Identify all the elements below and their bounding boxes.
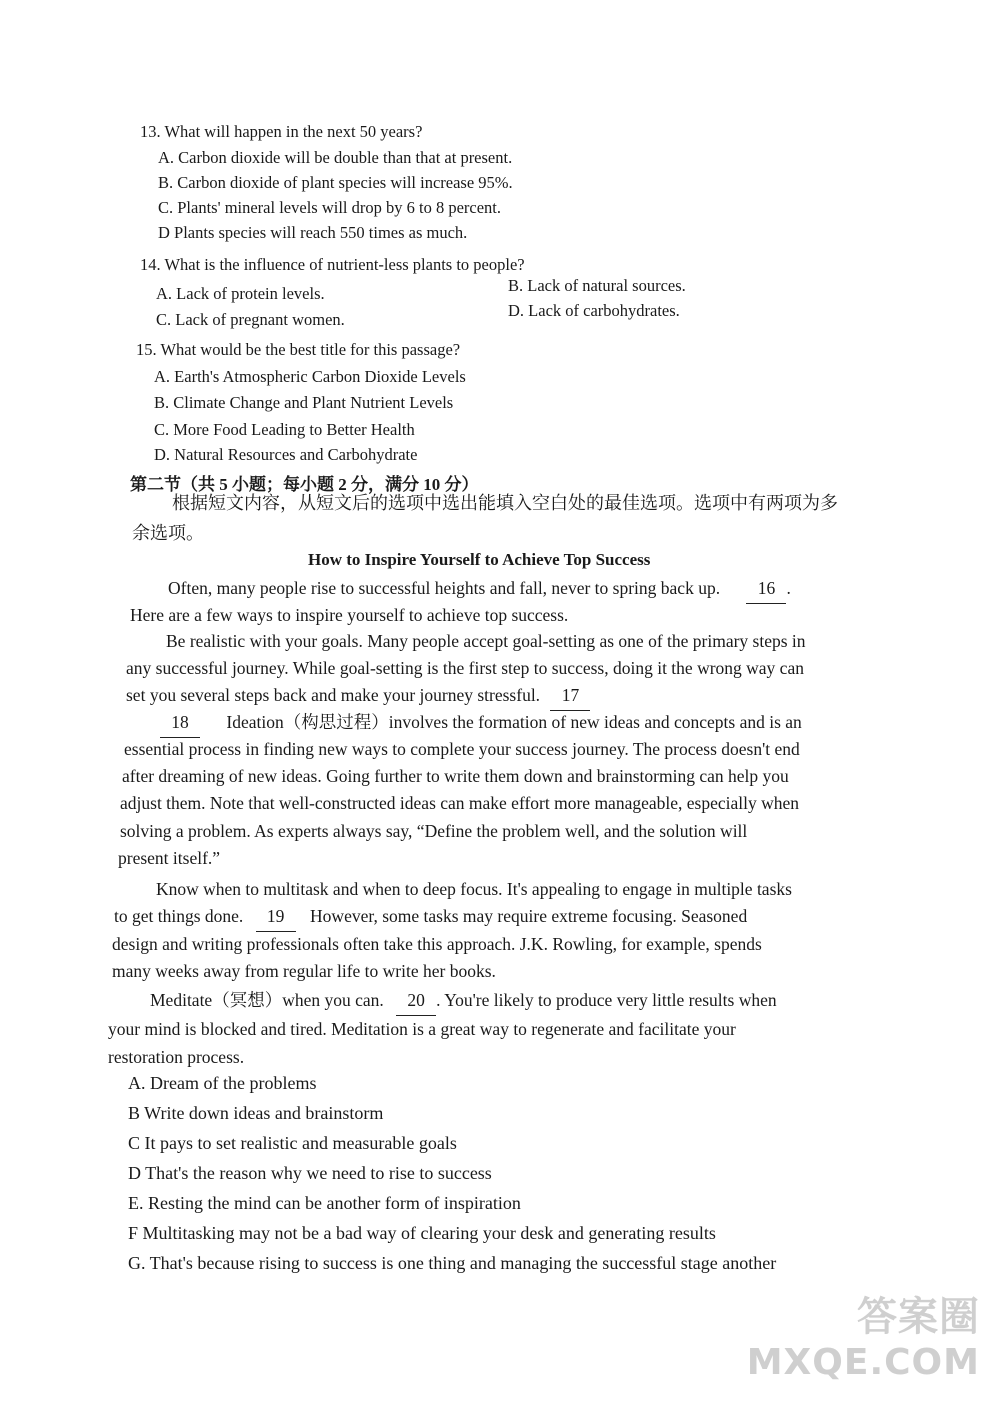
q13-stem: 13. What will happen in the next 50 years? — [140, 122, 423, 141]
choice-g: G. That's because rising to success is one thing and managing the successful stage another — [128, 1253, 777, 1273]
q15-option-c: C. More Food Leading to Better Health — [154, 420, 415, 439]
p5-line1-text-b: . You're likely to produce very little results when — [436, 990, 777, 1010]
section-instruction-line2: 余选项。 — [132, 523, 204, 543]
p3-line6: present itself.” — [118, 848, 221, 868]
p1-line2: Here are a few ways to inspire yourself to achieve top success. — [130, 605, 569, 625]
q14-option-b: B. Lack of natural sources. — [508, 276, 686, 295]
p3-line1-text: Ideation（构思过程）involves the formation of new ideas and concepts and is an — [226, 712, 802, 732]
p1-line1-text: Often, many people rise to successful heights and fall, never to spring back up. — [168, 578, 721, 598]
q13-option-b: B. Carbon dioxide of plant species will increase 95%. — [158, 173, 513, 192]
q13-option-c: C. Plants' mineral levels will drop by 6 to 8 percent. — [158, 198, 501, 217]
choice-d: D That's the reason why we need to rise to success — [128, 1163, 492, 1183]
blank-16[interactable]: 16 — [746, 575, 786, 604]
choice-e: E. Resting the mind can be another form of inspiration — [128, 1193, 521, 1213]
choice-b: B Write down ideas and brainstorm — [128, 1103, 384, 1123]
p2-line2: any successful journey. While goal-setting is the first step to success, doing it the wrong way can — [126, 658, 804, 678]
p5-line2: your mind is blocked and tired. Meditation is a great way to regenerate and facilitate your — [108, 1019, 736, 1039]
watermark-cn: 答案圈 — [857, 1294, 980, 1340]
watermark-logo — [747, 1285, 980, 1383]
section-instruction-line1: 根据短文内容，从短文后的选项中选出能填入空白处的最佳选项。选项中有两项为多 — [172, 493, 838, 513]
choice-f: F Multitasking may not be a bad way of clearing your desk and generating results — [128, 1223, 716, 1243]
p4-line2-text-a: to get things done. — [114, 906, 244, 926]
watermark-en: MXQE.COM — [746, 1342, 980, 1383]
q13-option-d: D Plants species will reach 550 times as much. — [158, 223, 468, 242]
p2-line3 — [126, 682, 590, 711]
p3-line2: essential process in finding new ways to complete your success journey. The process doesn't end — [124, 739, 800, 759]
p4-line2 — [114, 903, 747, 932]
choice-a: A. Dream of the problems — [128, 1073, 317, 1093]
p2-line3-text: set you several steps back and make your journey stressful. — [126, 685, 541, 705]
q14-option-a: A. Lack of protein levels. — [156, 284, 325, 303]
blank-20[interactable]: 20 — [396, 987, 436, 1016]
choice-c: C It pays to set realistic and measurable goals — [128, 1133, 457, 1153]
blank-18[interactable]: 18 — [160, 709, 200, 738]
p1-line1: Often, many people rise to successful heights and fall, never to spring back up. 16 . — [168, 575, 791, 604]
q14-option-c: C. Lack of pregnant women. — [156, 310, 345, 329]
blank-17[interactable]: 17 — [550, 682, 590, 711]
passage-title: How to Inspire Yourself to Achieve Top Success — [308, 550, 651, 569]
p5-line3: restoration process. — [108, 1047, 245, 1067]
q14-stem: 14. What is the influence of nutrient-less plants to people? — [140, 255, 525, 274]
q15-stem: 15. What would be the best title for this passage? — [136, 340, 461, 359]
q15-option-b: B. Climate Change and Plant Nutrient Levels — [154, 393, 454, 412]
q14-option-d: D. Lack of carbohydrates. — [508, 301, 680, 320]
q13-option-a: A. Carbon dioxide will be double than that at present. — [158, 148, 513, 167]
p2-line1: Be realistic with your goals. Many people accept goal-setting as one of the primary steps in — [166, 631, 806, 651]
p4-line4: many weeks away from regular life to write her books. — [112, 961, 496, 981]
q15-option-a: A. Earth's Atmospheric Carbon Dioxide Levels — [154, 367, 466, 386]
blank-19[interactable]: 19 — [256, 903, 296, 932]
p5-line1-text-a: Meditate（冥想）when you can. — [150, 990, 384, 1010]
p4-line1: Know when to multitask and when to deep focus. It's appealing to engage in multiple tasks — [156, 879, 792, 899]
p3-line5: solving a problem. As experts always say, “Define the problem well, and the solution will — [120, 821, 748, 841]
p4-line3: design and writing professionals often take this approach. J.K. Rowling, for example, spends — [112, 934, 762, 954]
p3-line4: adjust them. Note that well-constructed ideas can make effort more manageable, especially when — [120, 793, 799, 813]
p5-line1 — [150, 987, 777, 1016]
p3-line1 — [160, 709, 802, 738]
p4-line2-text-b: However, some tasks may require extreme focusing. Seasoned — [310, 906, 748, 926]
p3-line3: after dreaming of new ideas. Going further to write them down and brainstorming can help you — [122, 766, 789, 786]
section-heading: 第二节（共 5 小题；每小题 2 分，满分 10 分） — [130, 475, 479, 494]
q15-option-d: D. Natural Resources and Carbohydrate — [154, 445, 418, 464]
